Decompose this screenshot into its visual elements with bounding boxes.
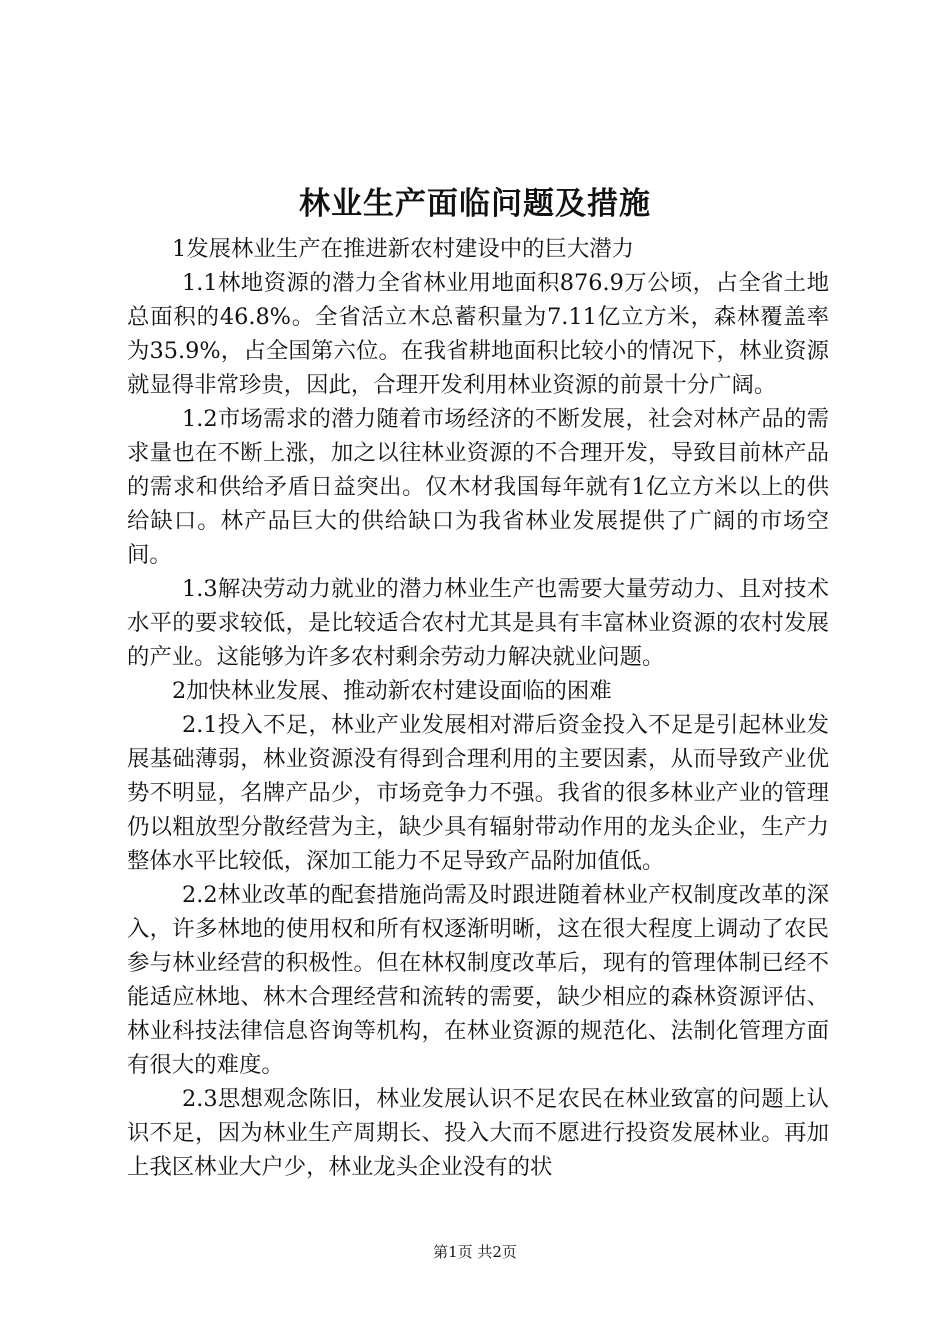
paragraph-2-1: 2.1投入不足，林业产业发展相对滞后资金投入不足是引起林业发展基础薄弱，林业资源没有得到合理利用的主要因素，从而导致产业优势不明显，名牌产品少，市场竞争力不强。我省的很多林业产业的管理仍以粗放型分散经营为主，缺少具有辐射带动作用的龙头企业，生产力整体水平比较低，深加工能力不足导致产品附加值低。 — [127, 712, 829, 874]
paragraph-1-2: 1.2市场需求的潜力随着市场经济的不断发展，社会对林产品的需求量也在不断上涨，加之以往林业资源的不合理开发，导致目前林产品的需求和供给矛盾日益突出。仅木材我国每年就有1亿立方米以上的供给缺口。林产品巨大的供给缺口为我省林业发展提供了广阔的市场空间。 — [127, 406, 829, 568]
document-title: 林业生产面临问题及措施 — [299, 186, 651, 222]
paragraph-2-2: 2.2林业改革的配套措施尚需及时跟进随着林业产权制度改革的深入，许多林地的使用权和所有权逐渐明晰，这在很大程度上调动了农民参与林业经营的积极性。但在林权制度改革后，现有的管理体制已经不能适应林地、林木合理经营和流转的需要，缺少相应的森林资源评估、林业科技法律信息咨询等机构，在林业资源的规范化、法制化管理方面有很大的难度。 — [127, 882, 829, 1078]
paragraph-2-3: 2.3思想观念陈旧，林业发展认识不足农民在林业致富的问题上认识不足，因为林业生产周期长、投入大而不愿进行投资发展林业。再加上我区林业大户少，林业龙头企业没有的状 — [127, 1086, 829, 1180]
page-footer: 第1页 共2页 — [433, 1243, 517, 1261]
paragraph-1-3: 1.3解决劳动力就业的潜力林业生产也需要大量劳动力、且对技术水平的要求较低，是比较适合农村尤其是具有丰富林业资源的农村发展的产业。这能够为许多农村剩余劳动力解决就业问题。 — [127, 576, 829, 670]
paragraph-1-1: 1.1林地资源的潜力全省林业用地面积876.9万公顷，占全省土地总面积的46.8%。全省活立木总蓄积量为7.11亿立方米，森林覆盖率为35.9%，占全国第六位。在我省耕地面积比较小的情况下，林业资源就显得非常珍贵，因此，合理开发利用林业资源的前景十分广阔。 — [127, 270, 829, 398]
document-body — [127, 232, 829, 1184]
section-heading-2: 2加快林业发展、推动新农村建设面临的困难 — [172, 678, 612, 704]
section-heading-1: 1发展林业生产在推进新农村建设中的巨大潜力 — [172, 236, 635, 262]
